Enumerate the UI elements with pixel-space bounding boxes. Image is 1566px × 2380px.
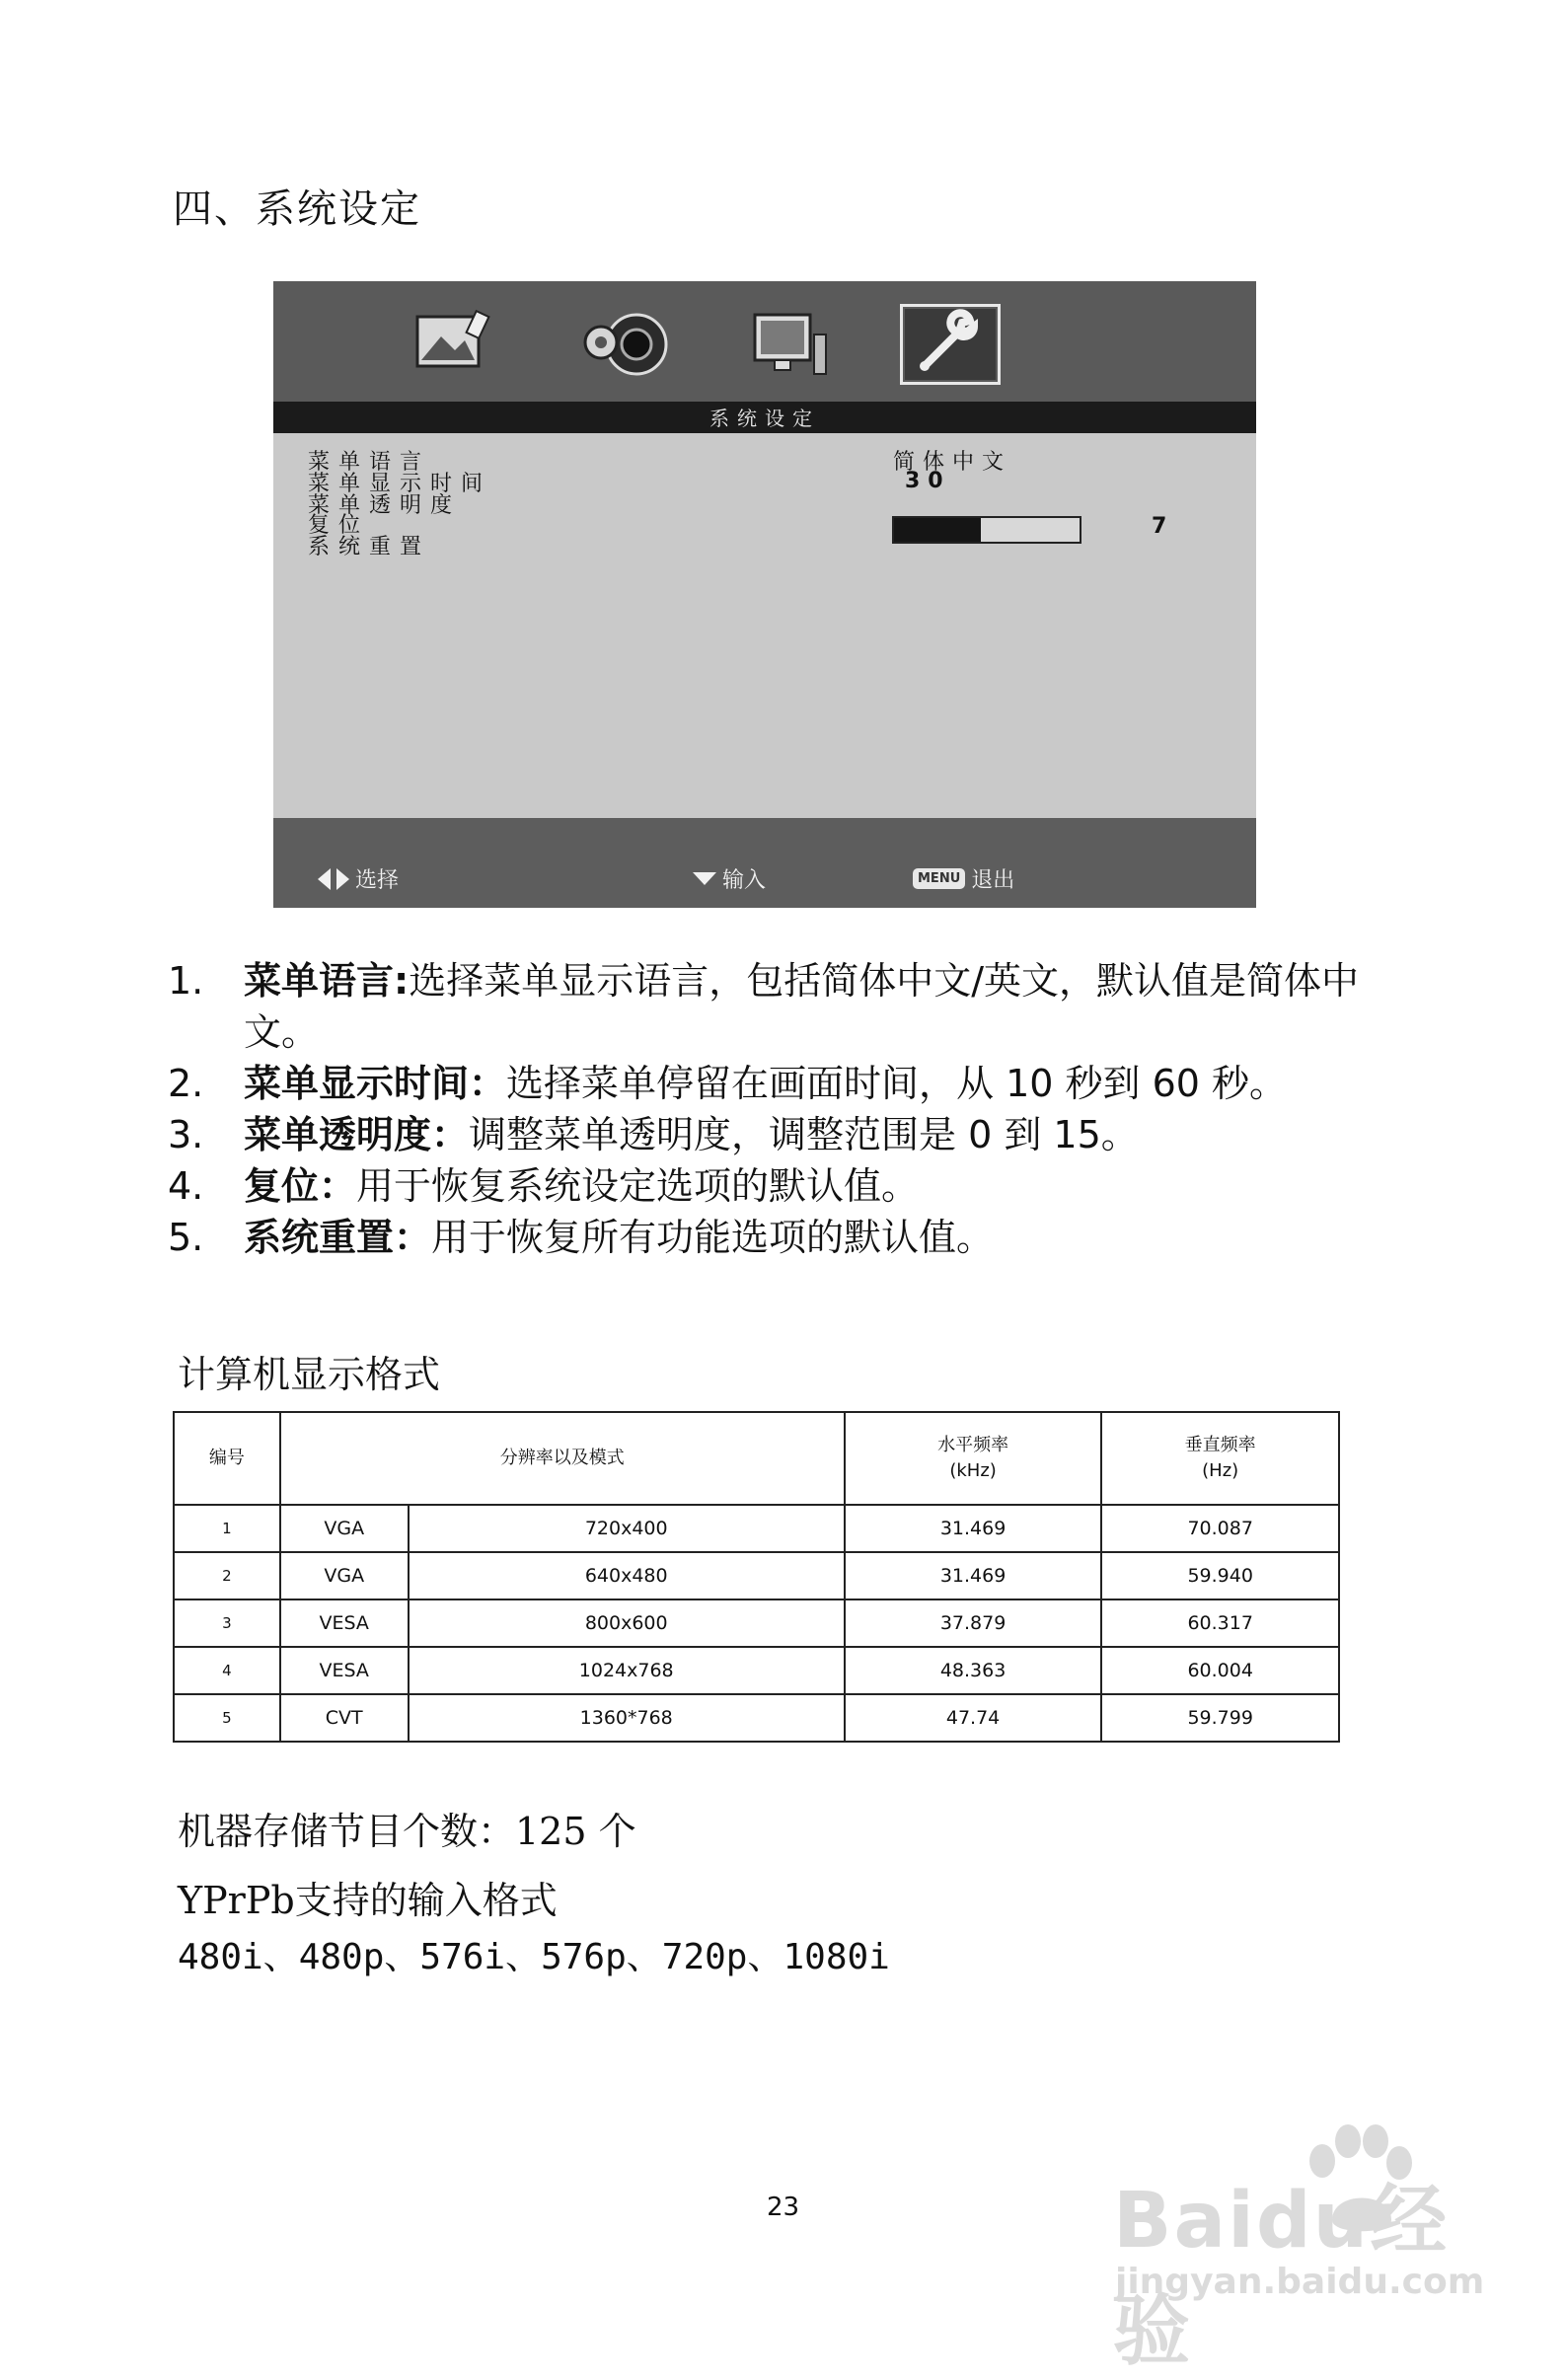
header-index: 编号 [174,1412,280,1505]
item-number: 2. [168,1062,204,1105]
cell-resolution: 640x480 [409,1552,845,1599]
enter-hint [693,863,766,894]
list-item [168,1160,1401,1212]
table-title: 计算机显示格式 [178,1353,441,1396]
transparency-slider[interactable] [892,516,1081,544]
page-number: 23 [766,2193,800,2222]
osd-row-label[interactable]: 复位 [308,513,370,538]
table-row [174,1505,1339,1552]
storage-info: 机器存储节目个数：125 个 [178,1810,636,1853]
cell-mode: VGA [280,1552,409,1599]
header-vfreq-label: 垂直频率 [1184,1435,1256,1455]
cell-index: 3 [174,1599,280,1647]
osd-footer [273,818,1256,908]
cell-vfreq: 59.799 [1101,1694,1339,1742]
arrow-down-icon [693,872,716,885]
select-label: 选择 [355,868,400,893]
cell-index: 1 [174,1505,280,1552]
yprpb-title: YPrPb支持的输入格式 [178,1879,558,1922]
wrench-icon[interactable] [905,309,996,380]
item-number: 5. [168,1216,204,1259]
display-format-table [173,1411,1340,1743]
osd-row-label[interactable]: 菜单语言 [308,450,431,475]
osd-settings-list [273,433,1256,818]
osd-row-label[interactable]: 系统重置 [308,535,431,559]
arrow-left-icon [318,868,331,890]
item-text: 用于恢复系统设定选项的默认值。 [356,1164,920,1208]
list-item [168,1109,1401,1160]
item-term: 菜单语言: [244,959,410,1003]
arrow-right-icon [336,868,349,890]
cell-index: 4 [174,1647,280,1694]
item-number: 1. [168,959,204,1003]
table-row [174,1647,1339,1694]
cell-vfreq: 60.004 [1101,1647,1339,1694]
cell-hfreq: 31.469 [845,1505,1102,1552]
cell-mode: VGA [280,1505,409,1552]
item-text: 选择菜单显示语言，包括简体中文/英文，默认值是简体中文。 [244,959,1360,1054]
watermark-brand: Baidu经验 [1113,2177,1450,2376]
table-header-row [174,1412,1339,1505]
cell-hfreq: 31.469 [845,1552,1102,1599]
osd-tab-bar [273,281,1256,402]
header-resolution: 分辨率以及模式 [280,1412,845,1505]
cell-vfreq: 59.940 [1101,1552,1339,1599]
osd-row-label[interactable]: 菜单透明度 [308,493,462,518]
osd-header: 系统设定 [273,402,1256,433]
cell-hfreq: 48.363 [845,1647,1102,1694]
table-row [174,1599,1339,1647]
cell-mode: VESA [280,1647,409,1694]
yprpb-formats: 480i、480p、576i、576p、720p、1080i [178,1937,890,1977]
list-item [168,955,1401,1054]
cell-mode: CVT [280,1694,409,1742]
osd-row-label[interactable]: 菜单显示时间 [308,472,492,496]
cell-index: 2 [174,1552,280,1599]
exit-label: 退出 [971,868,1015,893]
speaker-icon[interactable] [579,309,670,380]
cell-vfreq: 60.317 [1101,1599,1339,1647]
select-hint [318,863,399,894]
list-item [168,1058,1401,1109]
slider-fill [894,518,981,542]
tv-icon[interactable] [745,309,836,380]
header-vfreq [1101,1412,1339,1505]
list-item [168,1212,1401,1263]
cell-hfreq: 37.879 [845,1599,1102,1647]
header-hfreq-unit: (kHz) [949,1460,997,1481]
cell-mode: VESA [280,1599,409,1647]
baidu-watermark [1095,2121,1490,2376]
watermark-url: jingyan.baidu.com [1115,2262,1485,2302]
section-title: 四、系统设定 [173,186,421,232]
osd-menu-screenshot [273,281,1256,908]
header-vfreq-unit: (Hz) [1202,1460,1239,1481]
menu-key-icon: MENU [913,868,965,889]
osd-row-value: 7 [1152,514,1175,539]
enter-label: 输入 [722,868,767,893]
item-term: 菜单透明度： [244,1113,470,1156]
osd-row-value: 简体中文 [893,450,1012,475]
picture-icon[interactable] [411,309,502,380]
osd-row-value: 30 [905,469,951,493]
item-text: 选择菜单停留在画面时间，从 10 秒到 60 秒。 [506,1062,1288,1105]
item-term: 系统重置： [244,1216,432,1259]
cell-vfreq: 70.087 [1101,1505,1339,1552]
header-hfreq-label: 水平频率 [937,1435,1009,1455]
header-hfreq [845,1412,1102,1505]
cell-resolution: 720x400 [409,1505,845,1552]
cell-index: 5 [174,1694,280,1742]
item-number: 3. [168,1113,204,1156]
item-text: 用于恢复所有功能选项的默认值。 [431,1216,995,1259]
cell-resolution: 800x600 [409,1599,845,1647]
cell-resolution: 1360*768 [409,1694,845,1742]
item-text: 调整菜单透明度，调整范围是 0 到 15。 [469,1113,1139,1156]
item-number: 4. [168,1164,204,1208]
cell-hfreq: 47.74 [845,1694,1102,1742]
cell-resolution: 1024x768 [409,1647,845,1694]
item-term: 复位： [244,1164,357,1208]
table-row [174,1552,1339,1599]
exit-hint [913,863,1014,894]
table-row [174,1694,1339,1742]
item-term: 菜单显示时间： [244,1062,507,1105]
